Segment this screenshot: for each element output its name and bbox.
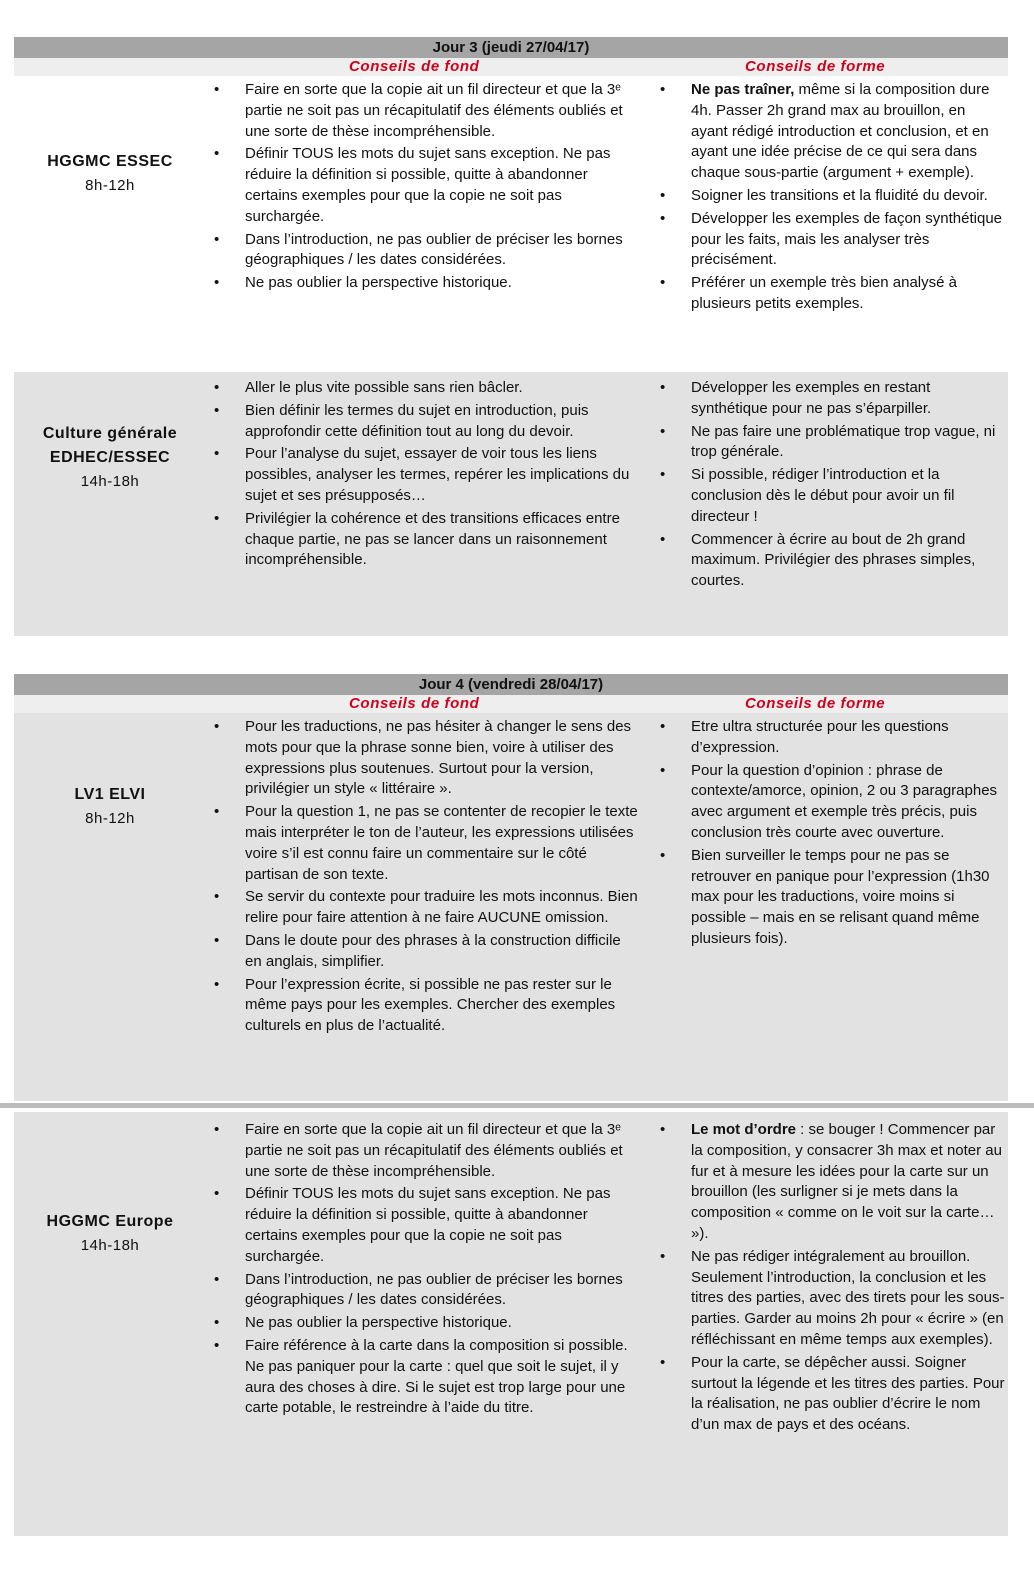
list-item: • Pour l’expression écrite, si possible ne pas rester sur le même pays pour les exemples. Chercher des exemples culturels en plus de l’actualité. <box>210 975 640 1037</box>
list-item: • Pour la question 1, ne pas se contenter de recopier le texte mais interpréter le ton de l’auteur, les expressions utilisées voire s’il est connu faire un commentaire sur le côté partisan de son texte. <box>210 802 640 885</box>
list-item: • Si possible, rédiger l’introduction et la conclusion dès le début pour avoir un fil directeur ! <box>656 465 1006 527</box>
forme-list <box>656 717 1006 952</box>
list-item: • Ne pas oublier la perspective historique. <box>210 1313 640 1334</box>
list-item: • Privilégier la cohérence et des transitions efficaces entre chaque partie, ne pas se lancer dans un raisonnement incompréhensible. <box>210 509 640 571</box>
list-item: • Soigner les transitions et la fluidité du devoir. <box>656 186 1006 207</box>
list-item: • Etre ultra structurée pour les questions d’expression. <box>656 717 1006 759</box>
subject-cell <box>14 150 206 198</box>
subject-name: HGGMC ESSEC <box>47 153 173 170</box>
list-item: • Préférer un exemple très bien analysé à plusieurs petits exemples. <box>656 273 1006 315</box>
list-item: • Dans l’introduction, ne pas oublier de préciser les bornes géographiques / les dates considérées. <box>210 230 640 272</box>
fond-list <box>210 717 640 1039</box>
list-item: • Ne pas oublier la perspective historique. <box>210 273 640 294</box>
subject-time: 14h-18h <box>80 473 140 490</box>
forme-list <box>656 80 1006 317</box>
list-item <box>656 1120 1006 1245</box>
list-item: • Développer les exemples en restant synthétique pour ne pas s’éparpiller. <box>656 378 1006 420</box>
list-item: • Faire en sorte que la copie ait un fil directeur et que la 3ᵉ partie ne soit pas un récapitulatif des éléments oubliés et une sorte de thèse incompréhensible. <box>210 80 640 142</box>
subject-time: 14h-18h <box>80 1237 140 1254</box>
item-text: même si la composition dure 4h. Passer 2h grand max au brouillon, en ayant rédigé introduction et conclusion, et en ayant une idée précise de ce qui sera dans chaque sous-partie (argument + exemple). <box>691 81 990 182</box>
subject-row <box>14 1112 1008 1536</box>
list-item: • Pour les traductions, ne pas hésiter à changer le sens des mots pour que la phrase sonne bien, voire à utiliser des expressions plus soutenues. Surtout pour la version, privilégier un style « littéraire ». <box>210 717 640 800</box>
subject-cell <box>14 783 206 831</box>
subject-row <box>14 372 1008 636</box>
subject-name: LV1 ELVI <box>74 786 146 803</box>
subject-name: Culture générale <box>42 425 178 442</box>
fond-list <box>210 1120 640 1421</box>
item-text: : se bouger ! Commencer par la composition, y consacrer 3h max et noter au fur et à mesure les idées pour la carte sur un brouillon (les surligner si je mets dans la composition « comme on le voit sur la carte… »). <box>691 1121 1002 1242</box>
subject-name: HGGMC Europe <box>46 1213 174 1230</box>
list-item: • Bien surveiller le temps pour ne pas se retrouver en panique pour l’expression (1h30 max pour les traductions, voire moins si possible – mais en se relisant quand même plusieurs fois). <box>656 846 1006 950</box>
header-conseils-fond: Conseils de fond <box>349 58 480 75</box>
subject-cell <box>14 422 206 494</box>
fond-list <box>210 378 640 573</box>
bold-lead: Ne pas traîner, <box>691 81 795 98</box>
subject-cell <box>14 1210 206 1258</box>
forme-list <box>656 378 1006 594</box>
subject-time: 8h-12h <box>85 177 135 194</box>
list-item: • Ne pas faire une problématique trop vague, ni trop générale. <box>656 422 1006 464</box>
bold-lead: Le mot d’ordre <box>691 1121 797 1138</box>
list-item: • Faire en sorte que la copie ait un fil directeur et que la 3ᵉ partie ne soit pas un récapitulatif des éléments oubliés et une sorte de thèse incompréhensible. <box>210 1120 640 1182</box>
day-3-table <box>14 37 1008 636</box>
list-item: • Définir TOUS les mots du sujet sans exception. Ne pas réduire la définition si possible, quitte à abandonner certains exemples pour que la copie ne soit pas surchargée. <box>210 1184 640 1267</box>
list-item: • Aller le plus vite possible sans rien bâcler. <box>210 378 640 399</box>
subject-row <box>14 76 1008 372</box>
fond-list <box>210 80 640 296</box>
list-item: • Développer les exemples de façon synthétique pour les faits, mais les analyser très précisément. <box>656 209 1006 271</box>
subject-row <box>14 713 1008 1101</box>
list-item: • Pour l’analyse du sujet, essayer de voir tous les liens possibles, analyser les termes, repérer les implications du sujet et ses présupposés… <box>210 444 640 506</box>
list-item <box>656 80 1006 184</box>
list-item: • Pour la question d’opinion : phrase de contexte/amorce, opinion, 2 ou 3 paragraphes avec argument et exemple très précis, puis conclusion très courte avec ouverture. <box>656 761 1006 844</box>
day-title: Jour 3 (jeudi 27/04/17) <box>14 37 1008 58</box>
list-item: • Ne pas rédiger intégralement au brouillon. Seulement l’introduction, la conclusion et les titres des parties, avec des tirets pour les sous-parties. Garder au moins 2h pour « écrire » (en réfléchissant en même temps aux exemples). <box>656 1247 1006 1351</box>
list-item: • Pour la carte, se dépêcher aussi. Soigner surtout la légende et les titres des parties. Pour la réalisation, ne pas oublier d’écrire le nom d’un max de pays et des océans. <box>656 1353 1006 1436</box>
list-item: • Dans le doute pour des phrases à la construction difficile en anglais, simplifier. <box>210 931 640 973</box>
day-4-table <box>14 674 1008 1101</box>
column-headers <box>14 695 1008 713</box>
subject-time: 8h-12h <box>85 810 135 827</box>
forme-list <box>656 1120 1006 1438</box>
column-headers <box>14 58 1008 76</box>
header-conseils-forme: Conseils de forme <box>745 695 886 712</box>
list-item: • Faire référence à la carte dans la composition si possible. Ne pas paniquer pour la carte : quel que soit le sujet, il y aura des choses à dire. Si le sujet est trop large pour une carte potable, le restreindre à l’aide du titre. <box>210 1336 640 1419</box>
list-item: • Définir TOUS les mots du sujet sans exception. Ne pas réduire la définition si possible, quitte à abandonner certains exemples pour que la copie ne soit pas surchargée. <box>210 144 640 227</box>
day-4-table-continued <box>14 1112 1008 1536</box>
header-conseils-fond: Conseils de fond <box>349 695 480 712</box>
section-separator <box>0 1103 1034 1108</box>
list-item: • Commencer à écrire au bout de 2h grand maximum. Privilégier des phrases simples, courtes. <box>656 530 1006 592</box>
list-item: • Dans l’introduction, ne pas oublier de préciser les bornes géographiques / les dates considérées. <box>210 1270 640 1312</box>
list-item: • Se servir du contexte pour traduire les mots inconnus. Bien relire pour faire attention à ne faire AUCUNE omission. <box>210 887 640 929</box>
day-title: Jour 4 (vendredi 28/04/17) <box>14 674 1008 695</box>
subject-name-line-2: EDHEC/ESSEC <box>49 449 171 466</box>
list-item: • Bien définir les termes du sujet en introduction, puis approfondir cette définition tout au long du devoir. <box>210 401 640 443</box>
header-conseils-forme: Conseils de forme <box>745 58 886 75</box>
